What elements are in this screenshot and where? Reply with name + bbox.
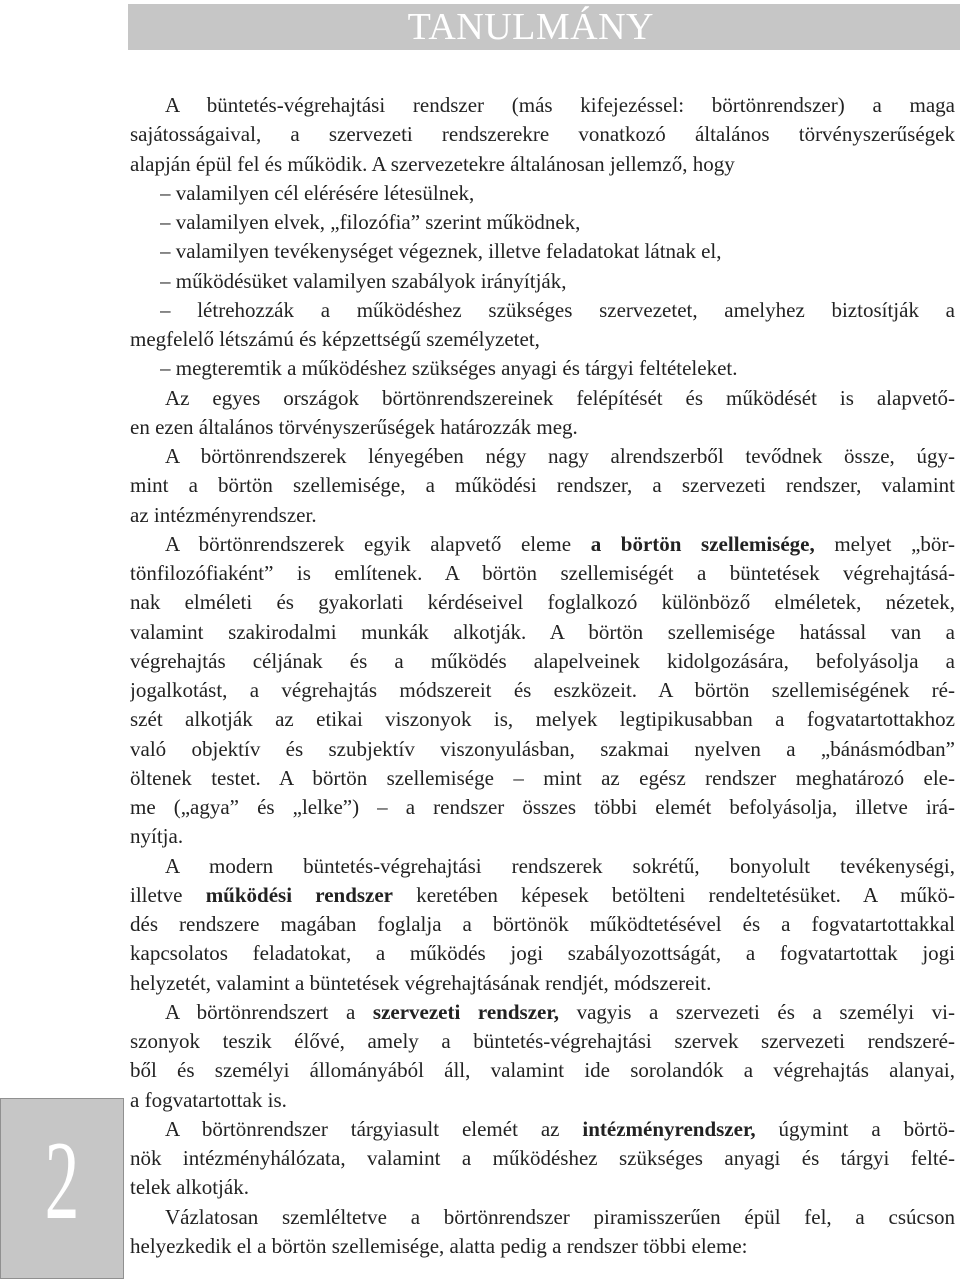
- bold-term: a börtön szellemisége,: [590, 531, 815, 556]
- text-line: dés rendszere magában foglalja a börtönök működtetésével és a fogvatartottakkal: [130, 912, 955, 936]
- text-run: melyet „bör-: [814, 531, 955, 556]
- text-line: – valamilyen cél elérésére létesülnek,: [160, 180, 475, 205]
- text-line: mint a börtön szellemisége, a működési rendszer, a szervezeti rendszer, valamint: [130, 473, 955, 498]
- text-line: kapcsolatos feladatokat, a működés jogi szabályozottságát, a fogvatartottak jogi: [130, 941, 955, 966]
- text-line: A modern büntetés-végrehajtási rendszerek sokrétű, bonyolult tevékenységi,: [165, 853, 955, 878]
- text-line: valamint szakirodalmi munkák alkotják. A börtön szellemisége hatással van a: [130, 619, 955, 644]
- text-line: – megteremtik a működéshez szükséges anyagi és tárgyi feltételeket.: [160, 356, 738, 381]
- text-run: úgymint a börtö-: [755, 1116, 955, 1141]
- text-line: telek alkotják.: [130, 1175, 249, 1200]
- text-line: helyzetét, valamint a büntetések végrehajtásának rendjét, módszereit.: [130, 970, 712, 995]
- text-line: szonyok teszik élővé, amely a büntetés-végrehajtási szervek szervezeti rendszeré-: [130, 1029, 955, 1053]
- bold-term: intézményrendszer,: [582, 1116, 756, 1141]
- text-line: alapján épül fel és működik. A szervezetekre általánosan jellemző, hogy: [130, 151, 735, 176]
- text-line: [165, 998, 955, 1026]
- text-line: nök intézményhálózata, valamint a működéshez szükséges anyagi és tárgyi felté-: [130, 1146, 955, 1170]
- section-title: TANULMÁNY: [407, 6, 654, 48]
- text-line: nyítja.: [130, 824, 184, 849]
- text-line: – valamilyen tevékenységet végeznek, illetve feladatokat látnak el,: [160, 239, 722, 264]
- text-run: A börtönrendszert a: [165, 999, 373, 1024]
- bold-term: szervezeti rendszer,: [372, 999, 559, 1024]
- text-line: tönfilozófiaként” is említenek. A börtön szellemiségét a büntetések végrehajtásá-: [130, 561, 955, 585]
- text-run: illetve: [130, 882, 206, 907]
- text-run: A börtönrendszer tárgyiasult elemét az: [165, 1116, 583, 1141]
- text-line: helyezkedik el a börtön szellemisége, alatta pedig a rendszer többi eleme:: [130, 1233, 748, 1258]
- text-line: A büntetés-végrehajtási rendszer (más kifejezéssel: börtönrendszer) a maga: [165, 93, 955, 117]
- text-run: keretében képesek betölteni rendeltetésüket. A műkö-: [393, 882, 955, 907]
- text-line: végrehajtás céljának és a működés alapelveinek kidolgozására, befolyásolja a: [130, 648, 955, 673]
- bold-term: működési rendszer: [205, 882, 394, 907]
- text-line: – valamilyen elvek, „filozófia” szerint működnek,: [160, 210, 581, 234]
- chapter-number: 2: [44, 1119, 80, 1243]
- text-run: vagyis a szervezeti és a személyi vi-: [558, 999, 955, 1024]
- text-line: [165, 1115, 955, 1143]
- text-line: megfelelő létszámú és képzettségű személyzetet,: [130, 327, 540, 351]
- text-line: [130, 881, 955, 909]
- text-line: szét alkotják az etikai viszonyok is, melyek legtipikusabban a fogvatartottakhoz: [130, 707, 955, 732]
- text-line: sajátosságaival, a szervezeti rendszerekre vonatkozó általános törvényszerűségek: [130, 122, 955, 147]
- text-line: nak elméleti és gyakorlati kérdéseivel foglalkozó különböző elméletek, nézetek,: [130, 590, 955, 615]
- text-line: [165, 530, 955, 558]
- text-line: en ezen általános törvényszerűségek határozzák meg.: [130, 414, 578, 439]
- text-run: A börtönrendszerek egyik alapvető eleme: [165, 531, 591, 556]
- text-line: me („agya” és „lelke”) – a rendszer összes többi elemét befolyásolja, illetve irá-: [130, 795, 955, 819]
- text-line: – működésüket valamilyen szabályok irányítják,: [160, 268, 567, 293]
- text-line: – létrehozzák a működéshez szükséges szervezetet, amelyhez biztosítják a: [160, 297, 955, 322]
- text-line: az intézményrendszer.: [130, 502, 317, 527]
- text-line: jogalkotást, a végrehajtás módszereit és eszközeit. A börtön szellemiségének ré-: [130, 678, 955, 702]
- text-line: a fogvatartottak is.: [130, 1087, 287, 1112]
- text-line: Az egyes országok börtönrendszereinek felépítését és működését is alapvető-: [165, 385, 955, 410]
- text-line: való objektív és szubjektív viszonyulásban, szakmai nyelven a „bánásmódban”: [130, 736, 955, 761]
- text-line: Vázlatosan szemléltetve a börtönrendszer piramisszerűen épül fel, a csúcson: [165, 1204, 955, 1229]
- text-line: ből és személyi állományából áll, valamint ide sorolandók a végrehajtás alanyai,: [130, 1058, 955, 1083]
- text-line: öltenek testet. A börtön szellemisége – mint az egész rendszer meghatározó ele-: [130, 765, 955, 790]
- text-line: A börtönrendszerek lényegében négy nagy alrendszerből tevődnek össze, úgy-: [165, 444, 955, 468]
